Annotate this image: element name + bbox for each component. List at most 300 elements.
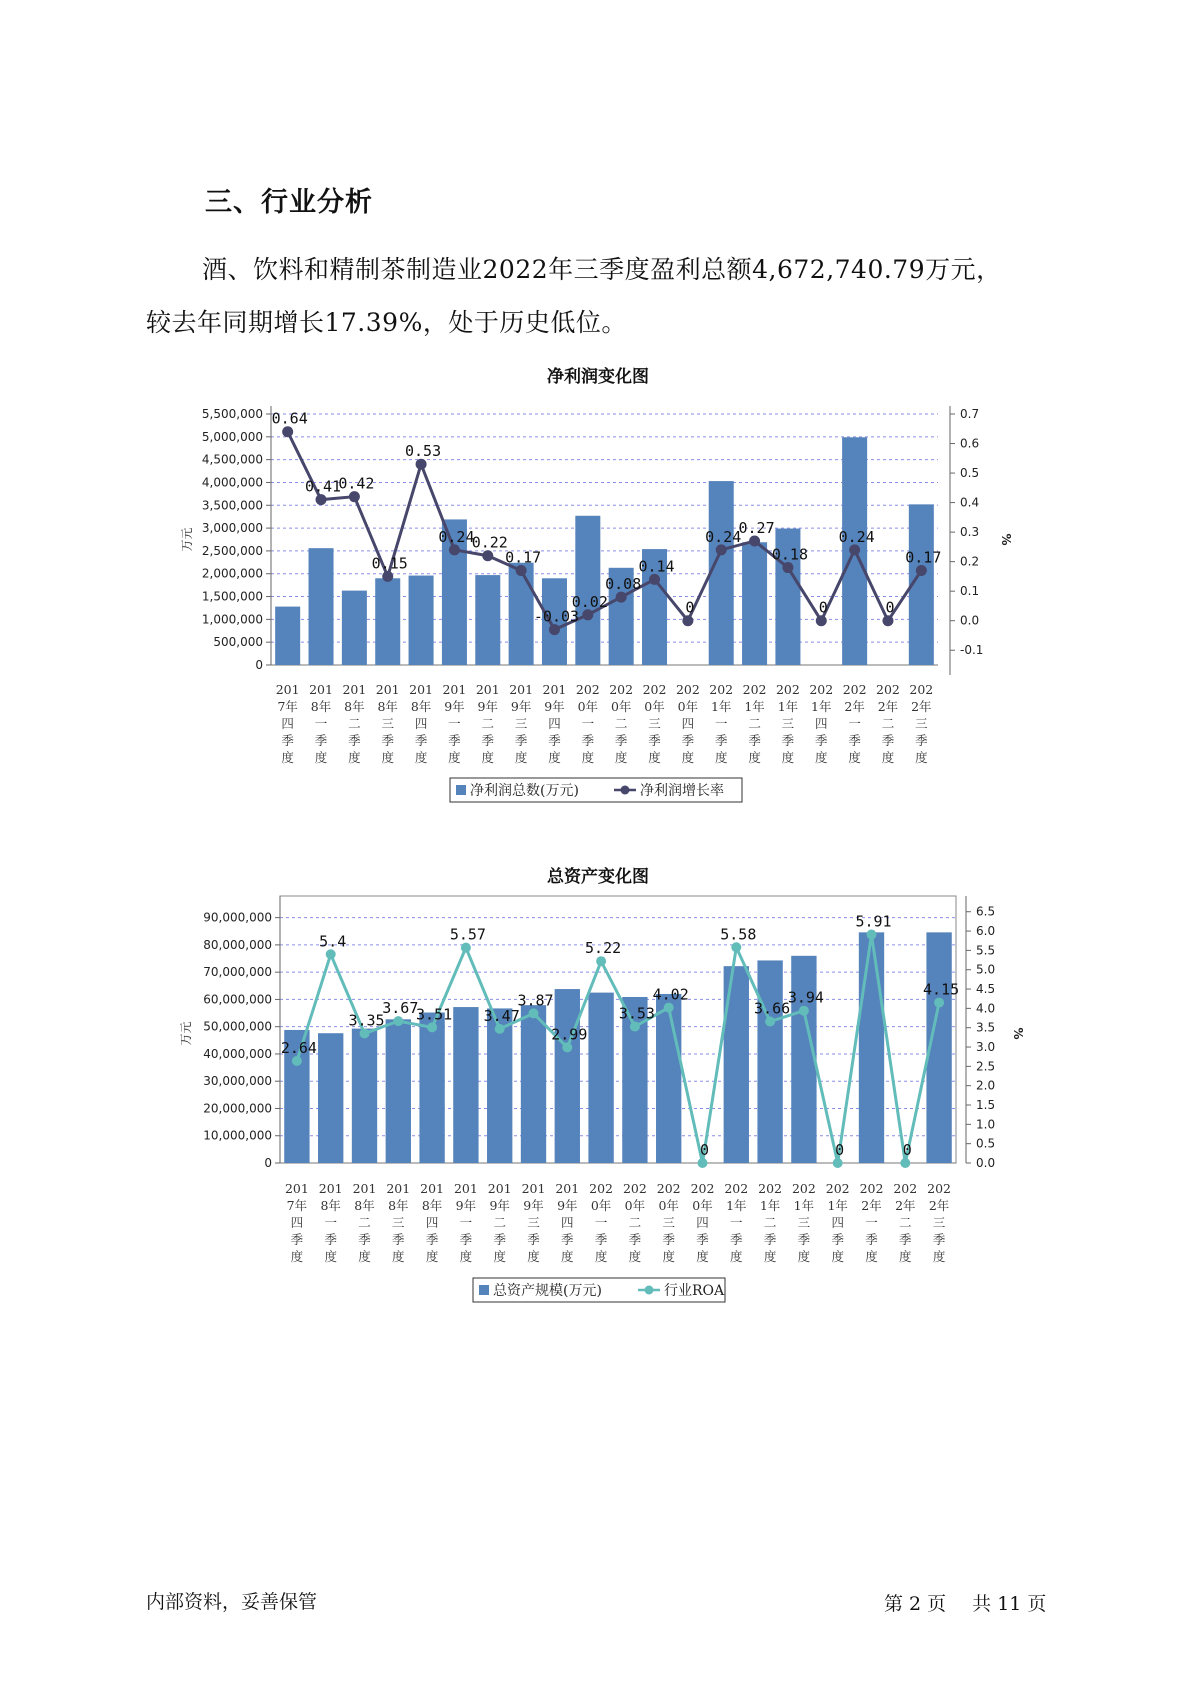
category-label: 度 <box>381 750 394 765</box>
line-point <box>731 942 741 952</box>
data-label: 3.47 <box>483 1006 520 1025</box>
category-label: 二 <box>481 716 495 731</box>
category-label: 度 <box>815 750 828 765</box>
category-label: 1年 <box>793 1198 815 1213</box>
category-label: 1年 <box>811 699 832 714</box>
category-label: 度 <box>714 750 728 765</box>
line-point <box>630 1022 640 1032</box>
category-label: 二 <box>358 1215 371 1230</box>
category-label: 度 <box>681 750 695 765</box>
paragraph-line-2: 较去年同期增长17.39%，处于历史低位。 <box>146 308 627 337</box>
category-label: 度 <box>314 750 328 765</box>
section-heading: 三、行业分析 <box>205 187 373 218</box>
category-label: 0年 <box>624 1198 646 1213</box>
category-label: 季 <box>392 1232 405 1247</box>
left-tick-label: 3,500,000 <box>201 498 263 513</box>
category-label: 8年 <box>320 1198 341 1213</box>
category-label: 1年 <box>827 1198 848 1213</box>
category-label: 0年 <box>644 699 665 714</box>
category-label: 四 <box>414 716 428 731</box>
category-label: 7年 <box>277 699 298 714</box>
category-label: 202 <box>758 1181 783 1196</box>
category-label: 季 <box>425 1232 439 1247</box>
category-label: 202 <box>791 1181 816 1196</box>
left-tick-label: 90,000,000 <box>203 910 272 925</box>
footer-confidential-note: 内部资料，妥善保管 <box>146 1591 318 1613</box>
data-label: 5.4 <box>319 932 347 951</box>
line-point <box>326 949 336 959</box>
data-label: 0.15 <box>371 554 408 573</box>
category-label: 度 <box>614 750 628 765</box>
page-label-pre: 第 <box>884 1593 904 1615</box>
category-label: 二 <box>881 716 895 731</box>
category-label: 201 <box>555 1181 580 1196</box>
category-label: 季 <box>348 733 361 748</box>
category-label: 一 <box>581 716 595 731</box>
data-label: 0.18 <box>771 545 808 564</box>
left-tick-label: 1,000,000 <box>201 612 263 627</box>
category-label: 四 <box>425 1215 439 1230</box>
right-tick-label: 5.0 <box>976 962 996 977</box>
category-label: 0年 <box>577 699 599 714</box>
category-label: 9年 <box>557 1198 578 1213</box>
data-label: 3.67 <box>382 999 419 1018</box>
category-label: 度 <box>748 750 761 765</box>
data-label: 0.24 <box>438 527 475 546</box>
category-label: 度 <box>561 1249 574 1264</box>
data-label: 0.17 <box>505 548 542 567</box>
right-tick-label: 0.0 <box>960 613 980 628</box>
line-point <box>596 956 606 966</box>
category-label: 8年 <box>388 1198 409 1213</box>
right-tick-label: 0.6 <box>960 436 980 451</box>
category-label: 0年 <box>658 1198 679 1213</box>
line-point <box>900 1158 910 1168</box>
category-label: 2年 <box>911 699 932 714</box>
category-label: 四 <box>290 1215 304 1230</box>
line-point <box>529 1008 539 1018</box>
category-label: 202 <box>876 682 900 697</box>
category-label: 201 <box>375 682 400 697</box>
paragraph-line-1: 酒、饮料和精制茶制造业2022年三季度盈利总额4,672,740.79万元， <box>202 255 1002 284</box>
category-label: 202 <box>909 682 934 697</box>
category-label: 1年 <box>726 1198 747 1213</box>
category-label: 201 <box>542 682 567 697</box>
category-label: 度 <box>865 1249 878 1264</box>
data-label: 0.24 <box>705 527 742 546</box>
data-label: 2.64 <box>280 1038 317 1057</box>
category-label: 202 <box>859 1181 884 1196</box>
category-label: 三 <box>648 716 661 731</box>
data-label: 5.57 <box>449 925 486 944</box>
data-label: 3.35 <box>348 1011 385 1030</box>
line-point <box>799 1006 809 1016</box>
category-label: 季 <box>648 733 661 748</box>
bar <box>453 1007 478 1163</box>
category-label: 一 <box>459 1215 473 1230</box>
left-tick-label: 5,000,000 <box>201 429 263 444</box>
bar <box>588 993 613 1163</box>
category-label: 季 <box>628 1232 642 1247</box>
category-label: 202 <box>742 682 767 697</box>
category-label: 三 <box>932 1215 946 1230</box>
category-label: 季 <box>314 733 328 748</box>
left-tick-label: 500,000 <box>213 635 263 650</box>
category-label: 2年 <box>895 1198 916 1213</box>
category-label: 季 <box>714 733 728 748</box>
category-label: 1年 <box>710 699 732 714</box>
category-label: 202 <box>809 682 834 697</box>
right-tick-label: 0.7 <box>960 407 980 421</box>
total-pages: 11 <box>997 1593 1022 1615</box>
data-label: 2.99 <box>551 1025 588 1044</box>
left-tick-label: 0 <box>264 1156 272 1170</box>
category-label: 2年 <box>928 1198 950 1213</box>
bar <box>859 932 884 1163</box>
category-label: 季 <box>815 733 828 748</box>
category-label: 度 <box>548 750 561 765</box>
left-tick-label: 40,000,000 <box>203 1046 272 1061</box>
left-tick-label: 4,000,000 <box>201 475 263 490</box>
category-label: 度 <box>425 1249 439 1264</box>
bar <box>352 1029 377 1163</box>
category-label: 202 <box>575 682 600 697</box>
data-label: 0 <box>902 1141 912 1159</box>
line-point <box>765 1017 775 1027</box>
category-label: 9年 <box>455 1198 477 1213</box>
right-tick-label: 6.0 <box>976 924 996 939</box>
category-label: 201 <box>309 682 333 697</box>
line-point <box>427 1022 437 1032</box>
total-label-post: 页 <box>1027 1593 1047 1615</box>
category-label: 201 <box>487 1181 512 1196</box>
category-label: 202 <box>609 682 634 697</box>
category-label: 三 <box>392 1215 405 1230</box>
bar <box>656 994 681 1163</box>
category-label: 三 <box>915 716 928 731</box>
line-point <box>934 998 944 1008</box>
category-label: 8年 <box>344 699 365 714</box>
category-label: 2年 <box>877 699 899 714</box>
category-label: 202 <box>690 1181 715 1196</box>
category-label: 四 <box>681 716 695 731</box>
data-label: 5.22 <box>585 939 622 958</box>
data-label: 5.58 <box>720 925 757 944</box>
category-label: 季 <box>594 1232 608 1247</box>
right-tick-label: 2.5 <box>976 1059 996 1074</box>
right-tick-label: 2.0 <box>976 1078 996 1093</box>
category-label: 8年 <box>410 699 432 714</box>
left-tick-label: 2,000,000 <box>201 566 263 581</box>
category-label: 三 <box>781 716 795 731</box>
category-label: 一 <box>594 1215 608 1230</box>
category-label: 度 <box>481 750 495 765</box>
category-label: 202 <box>642 682 667 697</box>
bar <box>555 989 580 1163</box>
right-axis-title: % <box>999 533 1013 546</box>
category-label: 0年 <box>677 699 699 714</box>
plot-frame <box>280 896 956 1163</box>
left-tick-label: 80,000,000 <box>203 937 272 952</box>
category-label: 季 <box>358 1232 371 1247</box>
line-point <box>393 1016 403 1026</box>
category-label: 一 <box>314 716 328 731</box>
data-label: 4.15 <box>923 980 960 999</box>
left-tick-label: 1,500,000 <box>201 589 263 604</box>
category-label: 四 <box>561 1215 574 1230</box>
legend-bar-swatch <box>479 1285 489 1295</box>
category-label: 季 <box>797 1232 811 1247</box>
category-label: 一 <box>714 716 728 731</box>
category-label: 9年 <box>523 1198 544 1213</box>
data-label: 0.08 <box>605 575 642 594</box>
category-label: 季 <box>581 733 595 748</box>
category-label: 0年 <box>692 1198 713 1213</box>
category-label: 度 <box>290 1249 304 1264</box>
right-axis-title: % <box>1011 1027 1025 1040</box>
category-label: 季 <box>381 733 394 748</box>
category-label: 季 <box>448 733 461 748</box>
chart-title-total-assets: 总资产变化图 <box>547 867 649 887</box>
line-point <box>698 1158 708 1168</box>
data-label: 0 <box>685 598 695 617</box>
category-label: 9年 <box>510 699 532 714</box>
category-label: 度 <box>662 1249 675 1264</box>
data-label: 3.87 <box>517 991 554 1010</box>
category-label: 201 <box>318 1181 343 1196</box>
category-label: 一 <box>865 1215 878 1230</box>
category-label: 201 <box>442 682 467 697</box>
category-label: 2年 <box>861 1198 882 1213</box>
category-label: 度 <box>348 750 361 765</box>
category-label: 四 <box>281 716 294 731</box>
data-label: 0 <box>885 598 895 617</box>
bar <box>521 1005 546 1163</box>
category-label: 202 <box>927 1181 952 1196</box>
bar <box>757 960 782 1163</box>
category-label: 季 <box>561 1232 574 1247</box>
category-label: 202 <box>656 1181 681 1196</box>
data-label: 0 <box>699 1141 710 1159</box>
category-label: 季 <box>781 733 795 748</box>
line-point <box>461 943 471 953</box>
category-label: 2年 <box>844 699 865 714</box>
category-label: 季 <box>881 733 895 748</box>
category-label: 二 <box>493 1215 506 1230</box>
left-tick-label: 60,000,000 <box>203 992 272 1007</box>
category-label: 二 <box>628 1215 642 1230</box>
category-label: 二 <box>899 1215 912 1230</box>
category-label: 二 <box>748 716 761 731</box>
category-label: 度 <box>881 750 895 765</box>
data-label: 0 <box>818 598 828 617</box>
category-label: 度 <box>932 1249 946 1264</box>
category-label: 201 <box>420 1181 445 1196</box>
category-label: 201 <box>453 1181 478 1196</box>
left-axis-title: 万元 <box>179 1021 193 1046</box>
data-label: 0 <box>835 1141 845 1159</box>
category-label: 202 <box>675 682 700 697</box>
category-label: 季 <box>763 1232 777 1247</box>
category-label: 四 <box>696 1215 709 1230</box>
category-label: 度 <box>628 1249 642 1264</box>
right-tick-label: -0.1 <box>960 643 984 658</box>
left-tick-label: 10,000,000 <box>203 1128 272 1143</box>
category-label: 季 <box>324 1232 337 1247</box>
right-tick-label: 0.4 <box>960 495 980 510</box>
category-label: 季 <box>831 1232 844 1247</box>
page-number: 2 <box>909 1593 922 1615</box>
data-label: 3.53 <box>618 1004 655 1023</box>
category-label: 季 <box>848 733 861 748</box>
legend-line-marker <box>645 1286 654 1295</box>
category-label: 季 <box>662 1232 675 1247</box>
category-label: 季 <box>414 733 428 748</box>
category-label: 二 <box>348 716 361 731</box>
bar <box>318 1033 343 1163</box>
category-label: 季 <box>730 1232 743 1247</box>
right-tick-label: 0.5 <box>960 466 980 481</box>
category-label: 度 <box>763 1249 777 1264</box>
category-label: 度 <box>848 750 861 765</box>
category-label: 202 <box>709 682 734 697</box>
data-label: 0.64 <box>271 409 308 428</box>
category-label: 度 <box>281 750 294 765</box>
line-point <box>867 930 877 940</box>
category-label: 度 <box>392 1249 405 1264</box>
category-label: 202 <box>825 1181 850 1196</box>
data-label: 3.66 <box>754 999 791 1018</box>
left-tick-label: 70,000,000 <box>203 965 272 980</box>
category-label: 度 <box>915 750 928 765</box>
line-point <box>495 1024 505 1034</box>
chart-title-net-profit: 净利润变化图 <box>547 367 649 387</box>
right-tick-label: 6.5 <box>976 904 996 919</box>
category-label: 度 <box>324 1249 337 1264</box>
category-label: 201 <box>509 682 534 697</box>
data-label: 0.53 <box>405 442 442 461</box>
category-label: 三 <box>662 1215 675 1230</box>
category-label: 1年 <box>759 1198 781 1213</box>
data-label: 0.22 <box>471 533 508 552</box>
category-label: 201 <box>521 1181 546 1196</box>
right-tick-label: 1.0 <box>976 1117 996 1132</box>
category-label: 一 <box>848 716 861 731</box>
right-tick-label: 1.5 <box>976 1098 996 1113</box>
category-label: 度 <box>527 1249 540 1264</box>
right-tick-label: 0.1 <box>960 584 980 599</box>
footer-page-info <box>884 1589 1052 1616</box>
category-label: 1年 <box>744 699 765 714</box>
category-label: 季 <box>915 733 928 748</box>
category-label: 202 <box>589 1181 614 1196</box>
category-label: 202 <box>775 682 800 697</box>
data-label: 3.94 <box>787 988 824 1007</box>
category-label: 度 <box>448 750 461 765</box>
right-tick-label: 5.5 <box>976 943 996 958</box>
category-label: 201 <box>275 682 300 697</box>
data-label: 0.02 <box>571 592 608 611</box>
category-label: 202 <box>622 1181 647 1196</box>
bar <box>419 1013 444 1163</box>
category-label: 度 <box>493 1249 506 1264</box>
right-tick-label: 3.5 <box>976 1020 996 1035</box>
legend-bar-label: 净利润总数(万元) <box>470 783 579 799</box>
left-tick-label: 50,000,000 <box>203 1019 272 1034</box>
left-tick-label: 2,500,000 <box>201 543 263 558</box>
left-tick-label: 20,000,000 <box>203 1101 272 1116</box>
line-point <box>292 1056 302 1066</box>
left-tick-label: 4,500,000 <box>201 452 263 467</box>
category-label: 8年 <box>421 1198 443 1213</box>
category-label: 0年 <box>590 1198 612 1213</box>
category-label: 一 <box>448 716 461 731</box>
legend-bar-label: 总资产规模(万元) <box>493 1283 602 1299</box>
category-label: 季 <box>281 733 294 748</box>
category-label: 二 <box>614 716 628 731</box>
category-label: 二 <box>763 1215 777 1230</box>
data-label: 0.42 <box>338 474 375 493</box>
line-point <box>664 1003 674 1013</box>
category-label: 度 <box>358 1249 371 1264</box>
right-tick-label: 0.0 <box>976 1156 996 1170</box>
data-label: 0.14 <box>638 557 675 576</box>
category-label: 0年 <box>610 699 632 714</box>
category-label: 度 <box>696 1249 709 1264</box>
left-tick-label: 0 <box>255 658 263 672</box>
category-label: 202 <box>893 1181 918 1196</box>
category-label: 9年 <box>477 699 499 714</box>
right-tick-label: 0.5 <box>976 1136 996 1151</box>
right-tick-label: 0.2 <box>960 554 980 569</box>
category-label: 季 <box>932 1232 946 1247</box>
category-label: 三 <box>527 1215 540 1230</box>
category-label: 201 <box>409 682 434 697</box>
left-tick-label: 3,000,000 <box>201 521 263 536</box>
category-label: 度 <box>899 1249 912 1264</box>
data-label: 0.17 <box>905 548 942 567</box>
legend-line-label: 净利润增长率 <box>640 783 724 799</box>
line-point <box>360 1029 370 1039</box>
category-label: 季 <box>696 1232 709 1247</box>
category-label: 201 <box>284 1181 309 1196</box>
category-label: 度 <box>797 1249 811 1264</box>
category-label: 度 <box>781 750 795 765</box>
category-label: 四 <box>548 716 561 731</box>
category-label: 201 <box>342 682 367 697</box>
category-label: 季 <box>899 1232 912 1247</box>
data-label: 0.24 <box>838 527 875 546</box>
category-label: 202 <box>842 682 867 697</box>
category-label: 季 <box>514 733 528 748</box>
category-label: 季 <box>493 1232 506 1247</box>
category-label: 9年 <box>444 699 465 714</box>
category-label: 季 <box>681 733 695 748</box>
category-label: 度 <box>414 750 428 765</box>
category-label: 202 <box>724 1181 749 1196</box>
category-label: 201 <box>475 682 500 697</box>
category-label: 一 <box>324 1215 337 1230</box>
category-label: 201 <box>352 1181 377 1196</box>
data-label: 3.51 <box>416 1005 453 1024</box>
category-label: 季 <box>614 733 628 748</box>
data-label: 0.27 <box>738 518 775 537</box>
total-label-pre: 共 <box>972 1593 992 1615</box>
data-label: 4.02 <box>652 985 689 1004</box>
category-label: 四 <box>831 1215 844 1230</box>
category-label: 8年 <box>377 699 398 714</box>
category-label: 季 <box>865 1232 878 1247</box>
